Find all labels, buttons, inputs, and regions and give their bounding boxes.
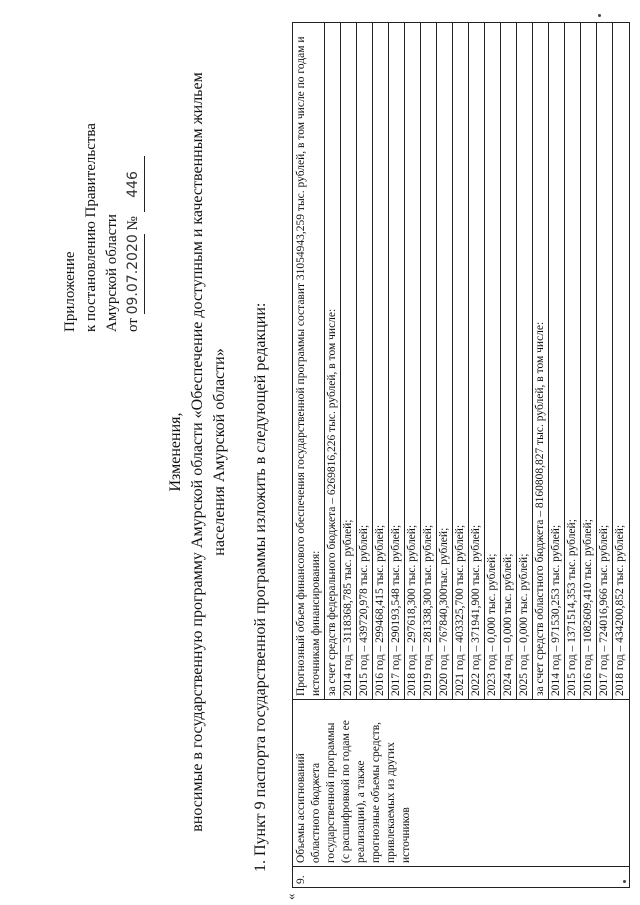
value-line: 2017 год – 724016,966 тыс. рублей; bbox=[597, 23, 613, 699]
value-line: за счет средств областного бюджета – 8160808,827 тыс. рублей, в том числе: bbox=[533, 23, 549, 699]
label-line: привлекаемых из других bbox=[385, 742, 397, 863]
label-line: областного бюджета bbox=[310, 762, 322, 863]
heading-subtitle-1: вносимые в государственную программу Амурской области «Обеспечение доступным и качественным жильем bbox=[189, 72, 206, 832]
appendix-block bbox=[60, 102, 145, 332]
value-line: 2016 год – 1082609,410 тыс. рублей; bbox=[581, 23, 597, 699]
label-line: источников bbox=[400, 807, 412, 863]
appendix-title: Приложение bbox=[62, 251, 78, 332]
point-instruction: 1. Пункт 9 паспорта государственной программы изложить в следующей редакции: bbox=[252, 302, 269, 872]
row-number: 9. bbox=[295, 875, 307, 884]
appendix-region: Амурской области bbox=[104, 214, 120, 332]
value-line: 2022 год – 371941,900 тыс. рублей; bbox=[469, 23, 485, 699]
value-line: 2018 год – 434200,852 тыс. рублей; bbox=[614, 524, 626, 696]
heading-title: Изменения, bbox=[167, 412, 184, 492]
value-line: 2023 год – 0,000 тыс. рублей; bbox=[485, 23, 501, 699]
value-line: 2025 год – 0,000 тыс. рублей; bbox=[517, 23, 533, 699]
value-line: 2020 год – 767840,300тыс. рублей; bbox=[437, 23, 453, 699]
handwritten-number: 446 bbox=[123, 156, 145, 212]
label-line: прогнозные объемы средств, bbox=[370, 721, 382, 863]
value-line: 2015 год – 439720,978 тыс. рублей; bbox=[357, 23, 373, 699]
appendix-date-number bbox=[123, 102, 145, 332]
appendix-resolution: к постановлению Правительства bbox=[83, 123, 99, 332]
value-line: 2014 год – 3118368,785 тыс. рублей; bbox=[341, 23, 357, 699]
value-line: 2018 год – 297618,300 тыс. рублей; bbox=[405, 23, 421, 699]
value-line: 2021 год – 403325,700 тыс. рублей; bbox=[453, 23, 469, 699]
value-line: 2016 год – 299468,415 тыс. рублей; bbox=[373, 23, 389, 699]
value-line: за счет средств федерального бюджета – 6269816,226 тыс. рублей, в том числе: bbox=[325, 23, 341, 699]
opening-quote: « bbox=[283, 893, 298, 900]
row-label-cell bbox=[293, 700, 630, 867]
value-line: 2014 год – 971530,253 тыс. рублей; bbox=[549, 23, 565, 699]
label-line: реализации), а также bbox=[355, 760, 367, 863]
label-line: (с расшифровкой по годам ее bbox=[340, 720, 352, 863]
document-heading bbox=[165, 12, 231, 892]
label-line: Объемы ассигнований bbox=[295, 753, 307, 863]
row-number-cell bbox=[293, 867, 630, 888]
label-line: государственной программы bbox=[325, 722, 337, 863]
value-line: Прогнозный объем финансового обеспечения государственной программы составит 31054943,259 тыс. рублей, в том числе по годам и источникам финансирования: bbox=[294, 23, 325, 699]
value-line: 2024 год – 0,000 тыс. рублей; bbox=[501, 23, 517, 699]
handwritten-date: 09.07.2020 bbox=[123, 234, 145, 314]
value-line: 2017 год – 290193,548 тыс. рублей; bbox=[389, 23, 405, 699]
date-prefix: от bbox=[125, 318, 141, 332]
passport-table bbox=[292, 22, 630, 888]
table-row bbox=[293, 23, 630, 888]
row-value-cell bbox=[293, 23, 630, 700]
rotated-content bbox=[40, 12, 626, 900]
value-line: 2019 год – 281338,300 тыс. рублей; bbox=[421, 23, 437, 699]
value-line: 2015 год – 1371514,353 тыс. рублей; bbox=[565, 23, 581, 699]
number-sign: № bbox=[125, 216, 141, 231]
heading-subtitle-2: населения Амурской области» bbox=[211, 348, 228, 556]
